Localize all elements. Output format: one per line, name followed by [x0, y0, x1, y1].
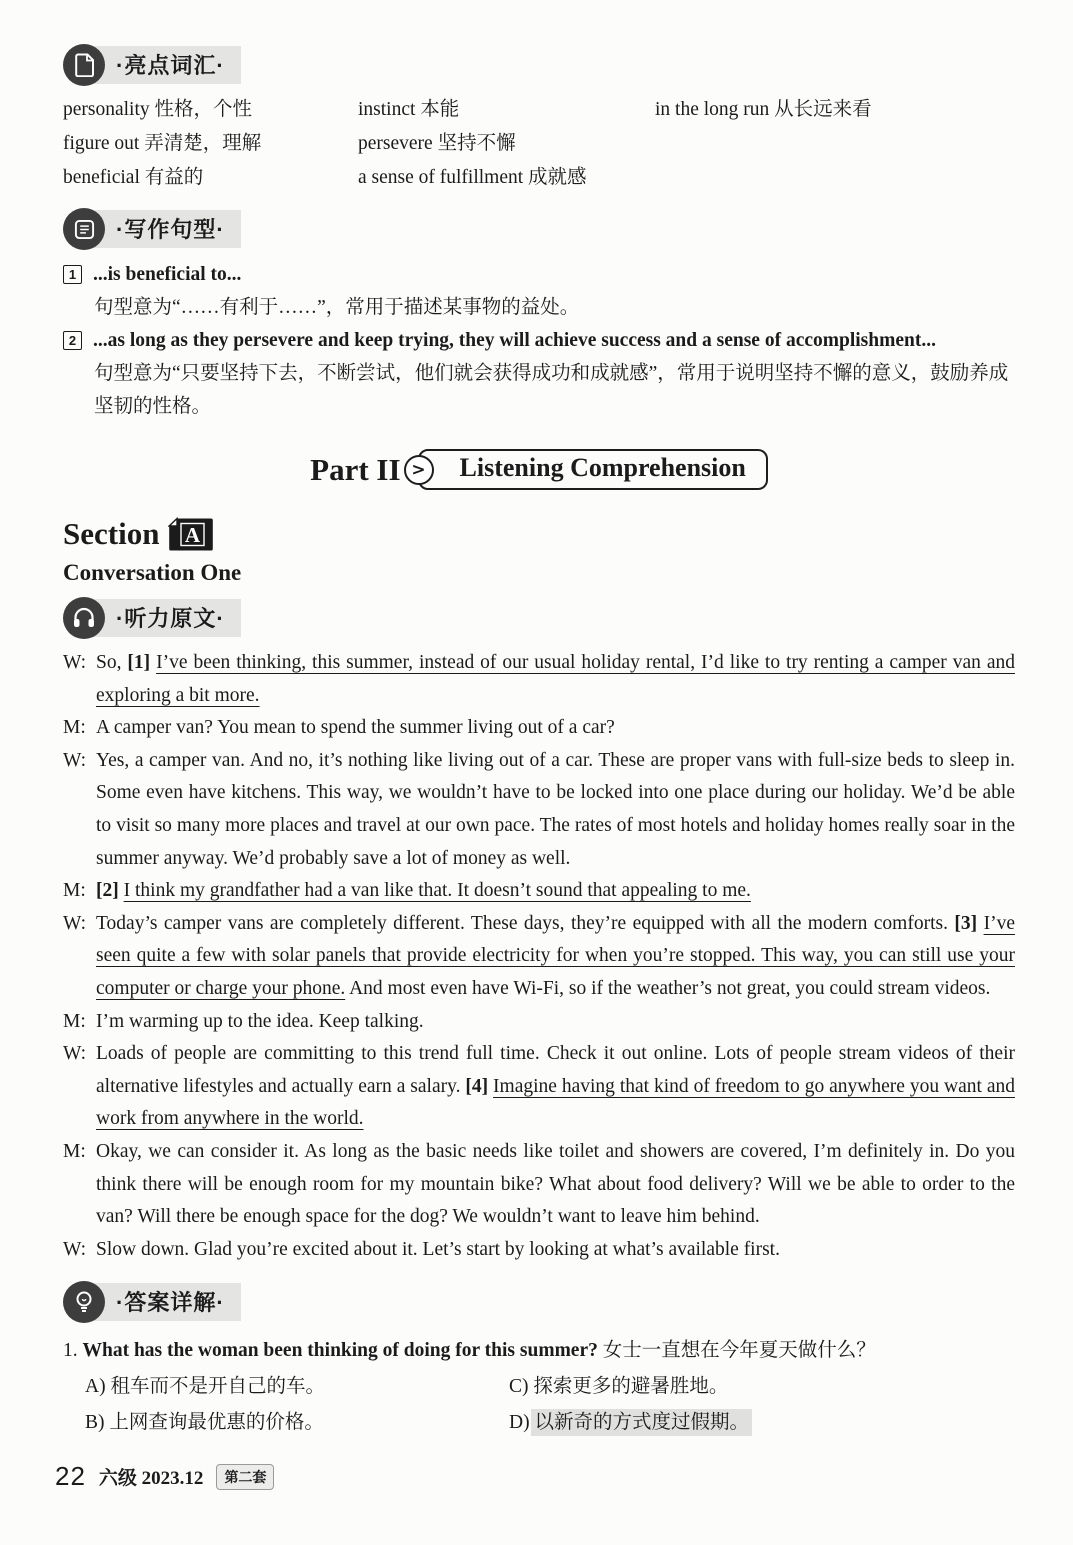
- answers-section-header: [63, 1281, 1015, 1323]
- option-text: 租车而不是开自己的车。: [110, 1376, 325, 1398]
- headphones-icon: [63, 597, 105, 639]
- speaker-label: W:: [63, 1238, 87, 1260]
- vocab-item: [63, 127, 358, 161]
- part-label: Part II: [310, 451, 401, 487]
- pattern-item: [63, 258, 1015, 324]
- vocab-column: [655, 93, 1015, 195]
- vocab-definition: 坚持不懈: [432, 133, 516, 154]
- dialogue-segment: Slow down. Glad you’re excited about it. Let’s start by looking at what’s available first.: [96, 1238, 780, 1260]
- dialogue-text: [96, 1038, 1015, 1136]
- conversation-heading: Conversation One: [63, 560, 242, 585]
- dialogue-turn: [63, 712, 1015, 745]
- vocab-section-header: [63, 44, 1015, 86]
- dialogue-segment: Okay, we can consider it. As long as the basic needs like toilet and showers are covered, I’m definitely in. Do you think there will be enough room for my mountain bike? What about food delivery? Will we be able to order to the van? Will there be enough space for the dog? We wouldn’t want to leave him behind.: [96, 1140, 1015, 1228]
- vocab-definition: 性格，个性: [149, 99, 253, 120]
- option-text: 以新奇的方式度过假期。: [534, 1412, 749, 1434]
- dialogue-segment: I’ve seen quite a few with solar panels that provide electricity for when you’re stopped. This way, you can still use your computer or charge your phone.: [96, 912, 1015, 999]
- vocab-section-title: ·亮点词汇·: [92, 46, 241, 84]
- dialogue-text: [96, 908, 1015, 1006]
- dialogue-text: [96, 647, 1015, 712]
- vocab-item: [358, 127, 655, 161]
- dialogue-turn: [63, 908, 1015, 1006]
- dialogue-segment: I’ve been thinking, this summer, instead of our usual holiday rental, I’d like to try renting a camper van and exploring a bit more.: [96, 652, 1015, 706]
- vocab-item: [358, 93, 655, 127]
- vocab-item: [63, 161, 358, 195]
- vocab-term: in the long run: [655, 99, 770, 120]
- dialogue-text: [96, 745, 1015, 875]
- vocab-item: [655, 93, 1015, 127]
- dialogue-segment: [2]: [96, 880, 124, 902]
- dialogue-segment: [1]: [127, 652, 157, 673]
- vocab-term: persevere: [358, 133, 433, 154]
- dialogue-turn: [63, 875, 1015, 908]
- option-text: 探索更多的避暑胜地。: [533, 1376, 729, 1398]
- option-label: D): [509, 1412, 535, 1434]
- option-label: B): [85, 1412, 110, 1434]
- speaker-label: W:: [63, 652, 87, 673]
- answers-section-title: ·答案详解·: [92, 1283, 241, 1321]
- dialogue-turn: [63, 1234, 1015, 1267]
- pattern-item: [63, 324, 1015, 423]
- dialogue-text: [96, 875, 1015, 908]
- pattern-number: 1: [63, 265, 82, 284]
- dialogue-turn: [63, 1136, 1015, 1234]
- part-header: [63, 449, 1015, 490]
- section-label: Section: [63, 516, 160, 551]
- vocab-definition: 本能: [415, 99, 460, 120]
- dialogue-segment: I think my grandfather had a van like that. It doesn’t sound that appealing to me.: [123, 880, 751, 902]
- vocab-grid: [63, 93, 1015, 195]
- transcript-section-title: ·听力原文·: [92, 599, 241, 637]
- part-title-box: [411, 449, 768, 490]
- notebook-icon: [63, 208, 105, 250]
- vocab-term: figure out: [63, 133, 140, 154]
- options-grid: [63, 1370, 1015, 1439]
- option-label: A): [85, 1376, 111, 1398]
- speaker-label: W:: [63, 749, 87, 771]
- vocab-definition: 成就感: [523, 167, 587, 188]
- pattern-explanation: 句型意为“只要坚持下去，不断尝试，他们就会获得成功和成就感”，常用于说明坚持不懈的意义，鼓励养成坚韧的性格。: [94, 363, 1009, 417]
- option-text: 上网查询最优惠的价格。: [109, 1412, 324, 1434]
- vocab-definition: 弄清楚，理解: [139, 133, 262, 154]
- exam-set-badge: 第二套: [216, 1464, 274, 1490]
- vocab-column: [358, 93, 655, 195]
- chevron-circle-icon: >: [404, 455, 434, 485]
- dialogue-text: [96, 1234, 1015, 1267]
- speaker-label: M:: [63, 717, 86, 739]
- transcript: [63, 647, 1015, 1266]
- pattern-head: [63, 258, 1015, 291]
- dialogue-segment: Yes, a camper van. And no, it’s nothing like living out of a car. These are proper vans with full-size beds to sleep in. Some even have kitchens. This way, we wouldn’t have to be locked into one place during our holiday. We’d be able to visit so many more places and travel at our own pace. The rates of most hotels and holiday homes really soar in the summer anyway. We’d probably save a lot of money as well.: [96, 749, 1015, 869]
- answer-option: [509, 1370, 1015, 1403]
- page-number: 22: [55, 1461, 86, 1491]
- dialogue-segment: Loads of people are committing to this trend full time. Check it out online. Lots of people stream videos of their alternative lifestyles and actually earn a salary.: [96, 1043, 1015, 1097]
- speaker-label: M:: [63, 1140, 86, 1162]
- pattern-explanation: 句型意为“……有利于……”，常用于描述某事物的益处。: [94, 297, 580, 318]
- dialogue-segment: [4]: [465, 1075, 494, 1097]
- pattern-number: 2: [63, 331, 82, 350]
- dialogue-turn: [63, 1006, 1015, 1039]
- vocab-term: personality: [63, 99, 150, 120]
- dialogue-text: [96, 1136, 1015, 1234]
- dialogue-turn: [63, 647, 1015, 712]
- option-label: C): [509, 1376, 534, 1398]
- vocab-term: a sense of fulfillment: [358, 167, 524, 188]
- question-number: 1.: [63, 1340, 78, 1362]
- transcript-section-header: [63, 597, 1015, 639]
- speaker-label: M:: [63, 880, 86, 902]
- pattern-text: ...is beneficial to...: [93, 264, 242, 285]
- page-footer: [55, 1461, 274, 1492]
- pattern-head: [63, 324, 1015, 357]
- part-title: Listening Comprehension: [459, 453, 746, 482]
- question-block: [63, 1334, 1015, 1367]
- writing-patterns: [63, 258, 1015, 423]
- question-text-en: What has the woman been thinking of doing for this summer?: [82, 1340, 598, 1362]
- section-heading: [63, 516, 1015, 552]
- vocab-column: [63, 93, 358, 195]
- dialogue-segment: [3]: [954, 912, 984, 934]
- svg-text:A: A: [185, 522, 201, 547]
- answer-option: [85, 1370, 509, 1403]
- exam-label: 六级 2023.12: [98, 1468, 204, 1489]
- document-icon: [63, 44, 105, 86]
- speaker-label: W:: [63, 912, 87, 934]
- answer-option: [85, 1406, 509, 1439]
- vocab-definition: 从长远来看: [769, 99, 872, 120]
- pattern-text: ...as long as they persevere and keep trying, they will achieve success and a sense of accomplishment...: [93, 330, 936, 351]
- vocab-item: [63, 93, 358, 127]
- dialogue-text: [96, 712, 1015, 745]
- dialogue-segment: And most even have Wi-Fi, so if the weather’s not great, you could stream videos.: [345, 977, 991, 999]
- writing-section-title: ·写作句型·: [92, 210, 241, 248]
- speaker-label: W:: [63, 1043, 87, 1065]
- vocab-term: beneficial: [63, 167, 140, 188]
- section-a-icon: [168, 517, 214, 552]
- vocab-item: [358, 161, 655, 195]
- dialogue-segment: A camper van? You mean to spend the summer living out of a car?: [96, 717, 615, 739]
- answer-option: [509, 1406, 1015, 1439]
- vocab-term: instinct: [358, 99, 416, 120]
- dialogue-turn: [63, 745, 1015, 875]
- dialogue-segment: I’m warming up to the idea. Keep talking.: [96, 1010, 424, 1032]
- vocab-definition: 有益的: [139, 167, 204, 188]
- dialogue-segment: So,: [96, 652, 128, 673]
- question-text-zh: 女士一直想在今年夏天做什么？: [602, 1340, 876, 1362]
- lightbulb-icon: [63, 1281, 105, 1323]
- speaker-label: M:: [63, 1010, 86, 1032]
- writing-section-header: [63, 208, 1015, 250]
- dialogue-turn: [63, 1038, 1015, 1136]
- dialogue-segment: Today’s camper vans are completely different. These days, they’re equipped with all the modern comforts.: [96, 912, 955, 934]
- dialogue-text: [96, 1006, 1015, 1039]
- dialogue-segment: Imagine having that kind of freedom to go anywhere you want and work from anywhere in the world.: [96, 1075, 1015, 1130]
